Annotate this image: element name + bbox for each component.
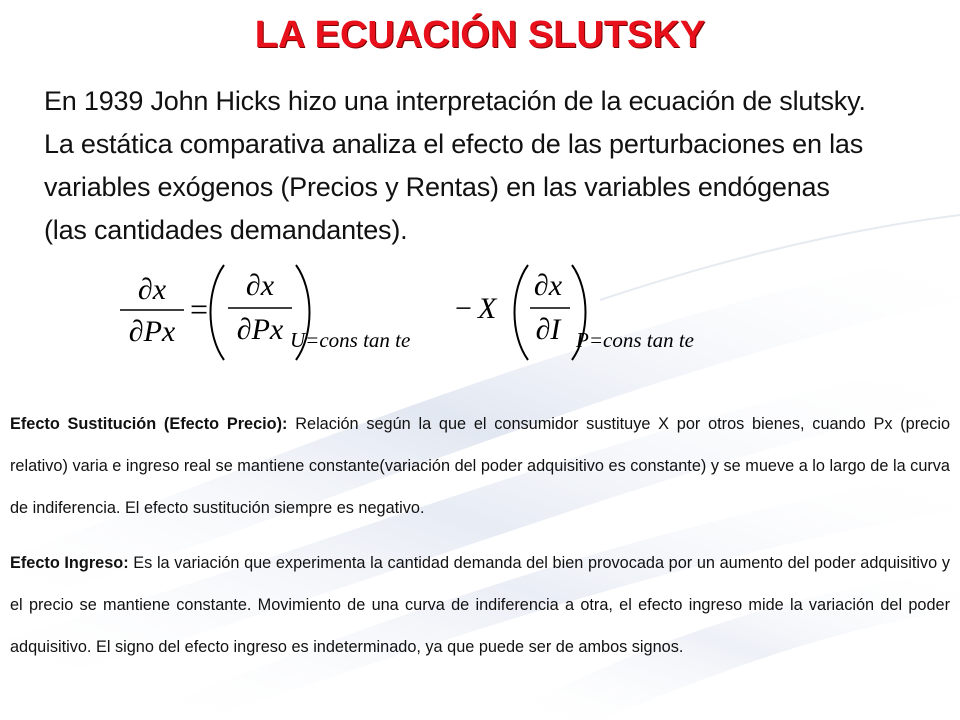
- intro-line: (las cantidades demandantes).: [44, 215, 408, 245]
- lhs-numerator: ∂x: [137, 273, 167, 306]
- substitution-effect-term: Efecto Sustitución (Efecto Precio):: [10, 415, 288, 433]
- term1-denominator: ∂Px: [236, 313, 284, 346]
- income-effect-paragraph: [10, 542, 950, 668]
- slutsky-equation: [110, 255, 760, 365]
- term2-left-paren: [515, 265, 529, 360]
- intro-line: En 1939 John Hicks hizo una interpretación de la ecuación de slutsky.: [44, 86, 866, 116]
- substitution-effect-text: Relación según la que el consumidor sustituye X por otros bienes, cuando Px (precio relativo) varia e ingreso real se mantiene constante(variación del poder adquisitivo es constante) y se mueve a lo largo de la curva de indiferencia. El efecto sustitución siempre es negativo.: [10, 415, 950, 517]
- term2-subscript: P=cons tan te: [576, 328, 694, 352]
- substitution-effect-paragraph: [10, 403, 950, 529]
- slide-title: LA ECUACIÓN SLUTSKY: [254, 14, 706, 56]
- equals-sign: =: [190, 291, 209, 327]
- intro-line: variables exógenos (Precios y Rentas) en las variables endógenas: [44, 172, 830, 202]
- term2-numerator: ∂x: [533, 269, 563, 302]
- factor-x: X: [478, 292, 497, 325]
- term1-subscript: U=cons tan te: [290, 328, 411, 352]
- minus-sign: −: [455, 292, 472, 325]
- term2-denominator: ∂I: [535, 313, 561, 346]
- intro-line: La estática comparativa analiza el efecto de las perturbaciones en las: [44, 129, 863, 159]
- lhs-denominator: ∂Px: [128, 315, 176, 348]
- income-effect-term: Efecto Ingreso:: [10, 554, 129, 572]
- income-effect-text: Es la variación que experimenta la cantidad demanda del bien provocada por un aumento del poder adquisitivo y el precio se mantiene constante. Movimiento de una curva de indiferencia a otra, el efecto ingreso mide la variación del poder adquisitivo. El signo del efecto ingreso es indeterminado, ya que puede ser de ambos signos.: [10, 554, 950, 656]
- intro-paragraph: [44, 80, 944, 252]
- term1-numerator: ∂x: [245, 269, 275, 302]
- term1-left-paren: [211, 265, 225, 360]
